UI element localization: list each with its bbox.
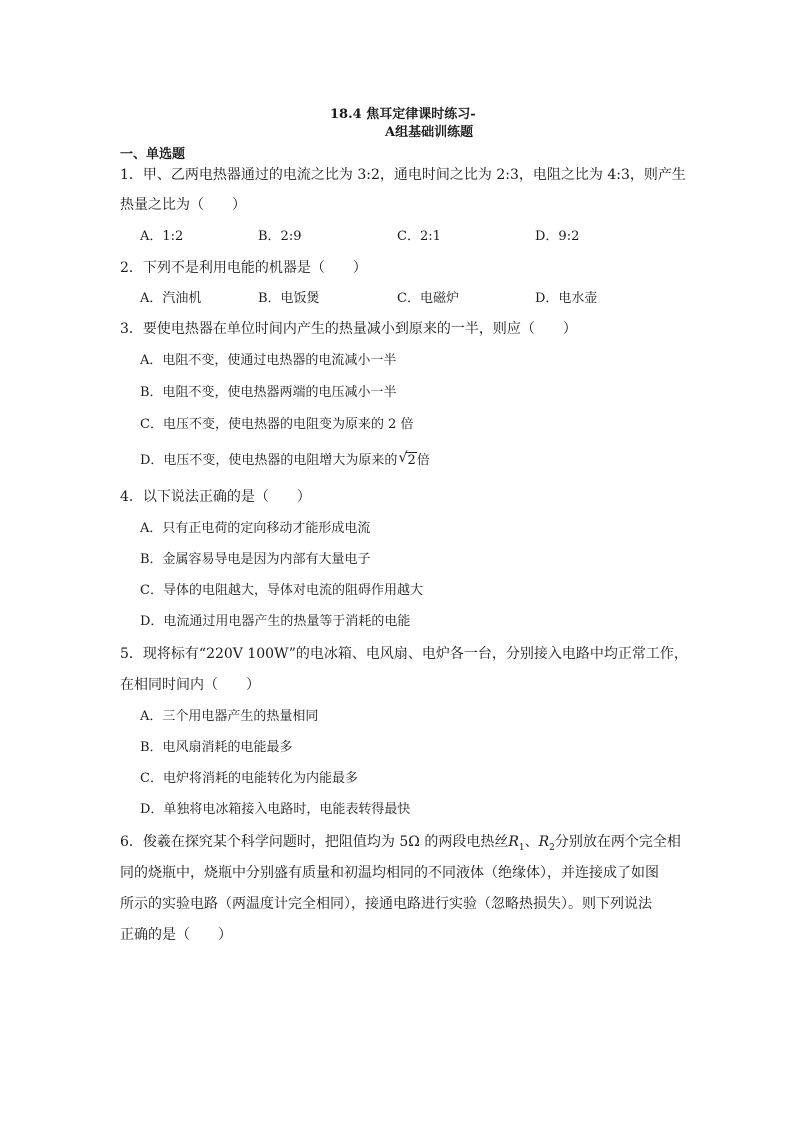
q6-stem-line2: 同的烧瓶中，烧瓶中分别盛有质量和初温均相同的不同液体（绝缘体），并连接成了如图 [120, 865, 659, 881]
q1-option-b: B．2:9 [258, 229, 302, 244]
q6-separator: 、 [524, 834, 539, 850]
q4-option-a: A．只有正电荷的定向移动才能形成电流 [140, 521, 371, 536]
q6-stem-line1-text: 6．俊羲在探究某个科学问题时，把阻值均为 5Ω 的两段电热丝 [120, 834, 509, 850]
sqrt-radicand: 2 [407, 453, 416, 468]
q2-option-c: C．电磁炉 [397, 291, 459, 306]
worksheet-title: 18.4 焦耳定律课时练习- [330, 107, 476, 122]
resistor-symbol-r1: R [508, 834, 519, 850]
q3-option-d-suffix: 倍 [416, 453, 430, 468]
sqrt-symbol: √ 2 [398, 450, 416, 468]
q3-option-d-text: D．电压不变，使电热器的电阻增大为原来的 [140, 453, 398, 468]
q1-stem-line1: 1．甲、乙两电热器通过的电流之比为 3:2，通电时间之比为 2:3，电阻之比为 4:3，则产生 [120, 167, 686, 183]
resistor-symbol-r2: R [538, 834, 550, 850]
q3-option-b: B．电阻不变，使电热器两端的电压减小一半 [140, 385, 397, 400]
q1-option-d: D．9:2 [535, 229, 580, 244]
resistor-subscript-2: 2 [549, 842, 555, 853]
q5-option-a: A．三个用电器产生的热量相同 [140, 709, 319, 724]
q5-stem-line2: 在相同时间内（ ） [120, 677, 260, 693]
q2-stem: 2．下列不是利用电能的机器是（ ） [120, 260, 367, 276]
q6-stem-line1-suffix: 分别放在两个完全相 [554, 834, 681, 850]
q5-option-d: D．单独将电冰箱接入电路时，电能表转得最快 [140, 802, 411, 817]
q1-option-c: C．2:1 [397, 229, 441, 244]
q5-stem-line1: 5．现将标有“220V 100W”的电冰箱、电风扇、电炉各一台，分别接入电路中均正常工作， [120, 646, 688, 662]
q3-option-c: C．电压不变，使电热器的电阻变为原来的 2 倍 [140, 417, 414, 432]
q4-option-c: C．导体的电阻越大，导体对电流的阻碍作用越大 [140, 583, 423, 598]
resistor-subscript-1: 1 [518, 842, 525, 853]
q2-option-b: B．电饭煲 [258, 291, 320, 306]
q3-option-a: A．电阻不变，使通过电热器的电流减小一半 [140, 353, 397, 368]
q2-option-a: A．汽油机 [140, 291, 202, 306]
q6-stem-line3: 所示的实验电路（两温度计完全相同），接通电路进行实验（忽略热损失）。则下列说法 [120, 896, 652, 912]
q6-stem-line4: 正确的是（ ） [120, 927, 232, 943]
section-heading: 一、单选题 [120, 147, 186, 162]
q4-stem: 4．以下说法正确的是（ ） [120, 489, 311, 505]
q1-option-a: A．1:2 [140, 229, 184, 244]
q3-option-d [140, 450, 430, 468]
worksheet-subtitle: A组基础训练题 [385, 125, 474, 140]
q2-option-d: D．电水壶 [535, 291, 598, 306]
q6-stem-line1 [120, 835, 681, 853]
q4-option-b: B．金属容易导电是因为内部有大量电子 [140, 552, 371, 567]
q4-option-d: D．电流通过用电器产生的热量等于消耗的电能 [140, 614, 411, 629]
q5-option-b: B．电风扇消耗的电能最多 [140, 740, 293, 755]
q1-stem-line2: 热量之比为（ ） [120, 197, 246, 213]
q3-stem: 3．要使电热器在单位时间内产生的热量减小到原来的一半，则应（ ） [120, 321, 577, 337]
q5-option-c: C．电炉将消耗的电能转化为内能最多 [140, 771, 358, 786]
